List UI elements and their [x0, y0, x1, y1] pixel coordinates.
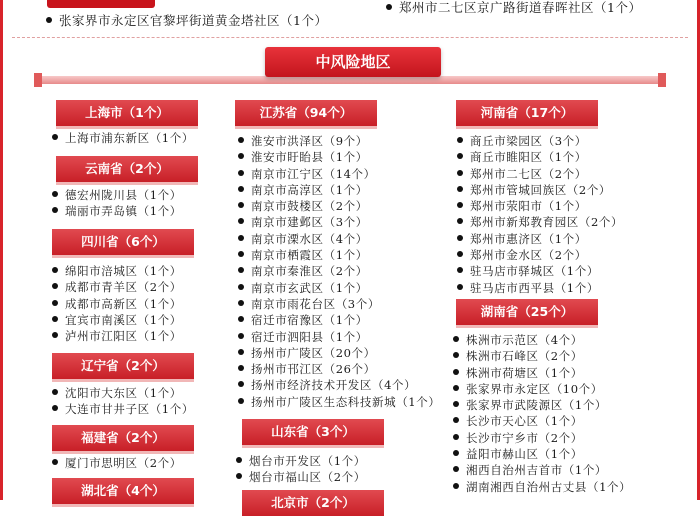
left-frame-border — [0, 0, 3, 500]
list-item: 张家界市武陵源区（1个） — [453, 397, 631, 413]
list-item: 南京市秦淮区（2个） — [238, 263, 440, 279]
bullet-icon — [386, 4, 392, 10]
list-item: 郑州市管城回族区（2个） — [457, 182, 623, 198]
list-item: 扬州市邗江区（26个） — [238, 361, 440, 377]
band-end-mark — [34, 73, 42, 87]
section-title: 中风险地区 — [265, 47, 441, 77]
list-item: 宿迁市宿豫区（1个） — [238, 312, 440, 328]
list-item: 张家界市永定区（10个） — [453, 381, 631, 397]
list-item: 瑞丽市弄岛镇（1个） — [52, 203, 182, 219]
bullet-icon — [238, 251, 244, 257]
list-item: 宿迁市泗阳县（1个） — [238, 329, 440, 345]
list-item: 德宏州陇川县（1个） — [52, 187, 182, 203]
province-header: 山东省（3个） — [242, 419, 384, 445]
area-list — [52, 187, 182, 220]
bullet-icon — [457, 170, 463, 176]
band-end-mark — [658, 73, 666, 87]
bullet-icon — [453, 483, 459, 489]
province-header: 湖南省（25个） — [456, 299, 598, 325]
list-item: 湖南湘西自治州古丈县（1个） — [453, 479, 631, 495]
bullet-icon — [457, 202, 463, 208]
bullet-icon — [457, 251, 463, 257]
province-header: 湖北省（4个） — [52, 478, 194, 504]
bullet-icon — [457, 267, 463, 273]
area-list — [457, 133, 623, 296]
bullet-icon — [52, 405, 58, 411]
bullet-icon — [238, 267, 244, 273]
bullet-icon — [52, 389, 58, 395]
province-header: 四川省（6个） — [52, 229, 194, 255]
list-item: 南京市栖霞区（1个） — [238, 247, 440, 263]
list-item: 株洲市石峰区（2个） — [453, 348, 631, 364]
bullet-icon — [453, 401, 459, 407]
bullet-icon — [453, 352, 459, 358]
section-title-band — [38, 76, 662, 84]
bullet-icon — [238, 137, 244, 143]
province-header: 福建省（2个） — [52, 425, 194, 451]
province-header: 江苏省（94个） — [235, 100, 377, 126]
bullet-icon — [52, 316, 58, 322]
bullet-icon — [238, 186, 244, 192]
list-item: 南京市高淳区（1个） — [238, 182, 440, 198]
bullet-icon — [238, 170, 244, 176]
bullet-icon — [453, 385, 459, 391]
list-item: 厦门市思明区（2个） — [52, 455, 182, 471]
bullet-icon — [238, 284, 244, 290]
bullet-icon — [238, 202, 244, 208]
list-item: 长沙市天心区（1个） — [453, 413, 631, 429]
dashed-divider — [12, 37, 688, 38]
list-item: 烟台市开发区（1个） — [236, 453, 366, 469]
bullet-icon — [453, 336, 459, 342]
bullet-icon — [457, 218, 463, 224]
province-header: 北京市（2个） — [242, 490, 384, 516]
list-item: 商丘市睢阳区（1个） — [457, 149, 623, 165]
bullet-icon — [457, 137, 463, 143]
bullet-icon — [453, 369, 459, 375]
list-item: 郑州市二七区（2个） — [457, 166, 623, 182]
bullet-icon — [457, 284, 463, 290]
bullet-icon — [236, 457, 242, 463]
province-header: 辽宁省（2个） — [52, 353, 194, 379]
list-item: 淮安市洪泽区（9个） — [238, 133, 440, 149]
bullet-icon — [238, 349, 244, 355]
bullet-icon — [238, 235, 244, 241]
list-item: 郑州市新郑教育园区（2个） — [457, 214, 623, 230]
bullet-icon — [238, 316, 244, 322]
list-item: 郑州市荥阳市（1个） — [457, 198, 623, 214]
list-item: 商丘市梁园区（3个） — [457, 133, 623, 149]
area-list — [52, 455, 182, 471]
list-item: 南京市玄武区（1个） — [238, 280, 440, 296]
list-item: 沈阳市大东区（1个） — [52, 385, 194, 401]
bullet-icon — [453, 466, 459, 472]
bullet-icon — [238, 398, 244, 404]
list-item: 烟台市福山区（2个） — [236, 469, 366, 485]
bullet-icon — [46, 17, 52, 23]
bullet-icon — [238, 365, 244, 371]
top-province-badge — [47, 0, 155, 8]
province-header: 河南省（17个） — [456, 100, 598, 126]
bullet-icon — [238, 381, 244, 387]
list-item: 淮安市盱眙县（1个） — [238, 149, 440, 165]
bullet-icon — [52, 332, 58, 338]
bullet-icon — [457, 235, 463, 241]
bullet-icon — [238, 218, 244, 224]
province-header: 云南省（2个） — [56, 156, 198, 182]
list-item: 南京市雨花台区（3个） — [238, 296, 440, 312]
list-item: 大连市甘井子区（1个） — [52, 401, 194, 417]
list-item: 郑州市惠济区（1个） — [457, 231, 623, 247]
bullet-icon — [453, 434, 459, 440]
area-list — [453, 332, 631, 495]
list-item: 绵阳市涪城区（1个） — [52, 263, 182, 279]
list-item: 扬州市广陵区生态科技新城（1个） — [238, 394, 440, 410]
list-item: 南京市江宁区（14个） — [238, 166, 440, 182]
top-list-item: 郑州市二七区京广路街道春晖社区（1个） — [386, 0, 641, 16]
bullet-icon — [457, 153, 463, 159]
list-item: 益阳市赫山区（1个） — [453, 446, 631, 462]
area-list — [238, 133, 440, 410]
list-item: 驻马店市驿城区（1个） — [457, 263, 623, 279]
list-item: 南京市建邺区（3个） — [238, 214, 440, 230]
bullet-icon — [236, 473, 242, 479]
list-item: 泸州市江阳区（1个） — [52, 328, 182, 344]
list-item: 郑州市金水区（2个） — [457, 247, 623, 263]
bullet-icon — [52, 300, 58, 306]
bullet-icon — [52, 267, 58, 273]
list-item: 湘西自治州吉首市（1个） — [453, 462, 631, 478]
bullet-icon — [52, 459, 58, 465]
top-list-item: 张家界市永定区官黎坪街道黄金塔社区（1个） — [46, 11, 327, 29]
bullet-icon — [453, 417, 459, 423]
list-item: 株洲市荷塘区（1个） — [453, 365, 631, 381]
list-item: 南京市溧水区（4个） — [238, 231, 440, 247]
list-item: 扬州市经济技术开发区（4个） — [238, 377, 440, 393]
bullet-icon — [238, 153, 244, 159]
list-item: 宜宾市南溪区（1个） — [52, 312, 182, 328]
list-item: 南京市鼓楼区（2个） — [238, 198, 440, 214]
list-item: 成都市高新区（1个） — [52, 296, 182, 312]
bullet-icon — [52, 134, 58, 140]
area-list — [236, 453, 366, 486]
bullet-icon — [238, 300, 244, 306]
area-list — [52, 385, 194, 418]
area-list — [52, 263, 182, 344]
list-item: 上海市浦东新区（1个） — [52, 130, 194, 146]
list-item: 扬州市广陵区（20个） — [238, 345, 440, 361]
bullet-icon — [52, 207, 58, 213]
list-item: 长沙市宁乡市（2个） — [453, 430, 631, 446]
list-item: 株洲市示范区（4个） — [453, 332, 631, 348]
list-item: 成都市青羊区（2个） — [52, 279, 182, 295]
bullet-icon — [52, 283, 58, 289]
bullet-icon — [238, 333, 244, 339]
bullet-icon — [457, 186, 463, 192]
bullet-icon — [453, 450, 459, 456]
list-item: 驻马店市西平县（1个） — [457, 280, 623, 296]
area-list — [52, 130, 194, 146]
province-header: 上海市（1个） — [56, 100, 198, 126]
bullet-icon — [52, 191, 58, 197]
